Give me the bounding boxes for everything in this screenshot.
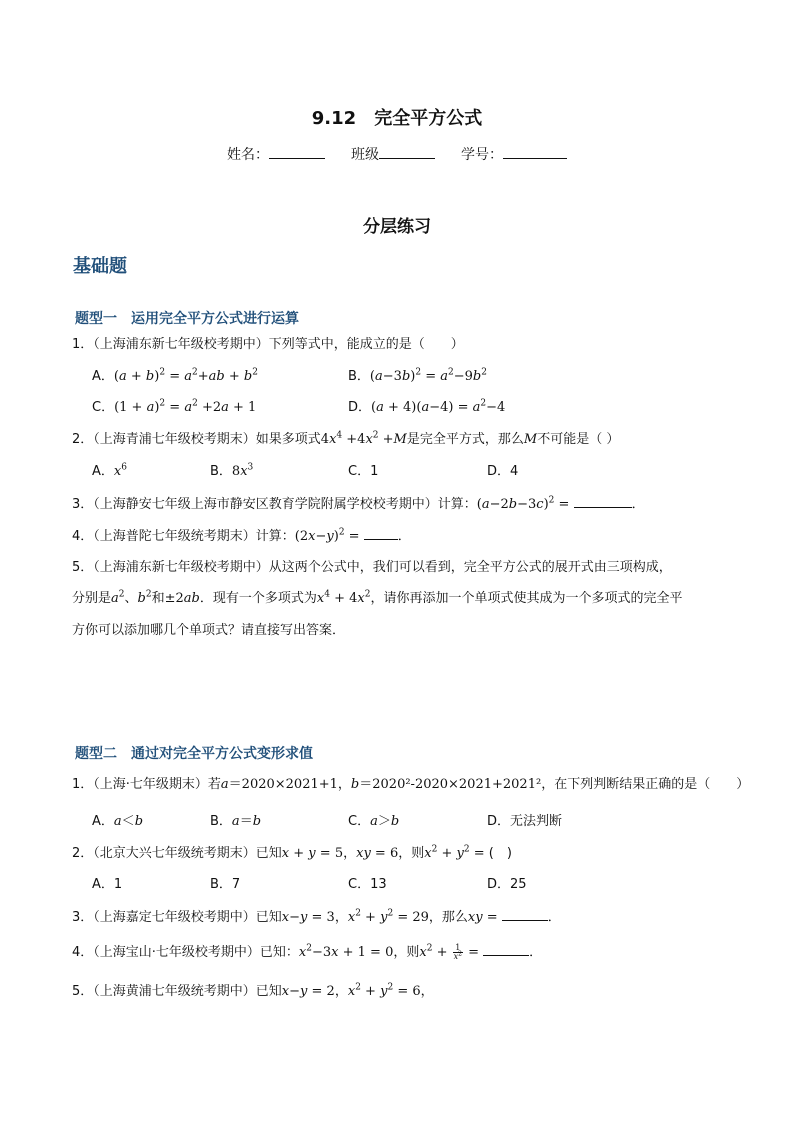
answer-blank bbox=[483, 943, 529, 956]
type1-question-2: 2．（上海青浦七年级校考期末）如果多项式$4x^4 +4x^2 +M$是完全平方式，那么M不可能是（ ） bbox=[72, 430, 620, 447]
student-info-line bbox=[0, 144, 794, 164]
id-label: 学号： bbox=[461, 147, 503, 163]
type2-q1-option-d: D．无法判断 bbox=[487, 814, 563, 829]
level-heading: 基础题 bbox=[73, 256, 127, 277]
type1-q2-option-a: A．$x^6$ bbox=[92, 462, 127, 479]
id-blank bbox=[503, 146, 567, 159]
answer-blank bbox=[364, 527, 398, 540]
answer-blank bbox=[502, 908, 548, 921]
type2-q2-option-c: C．13 bbox=[348, 877, 387, 892]
type1-q1-option-c: C．$(1 + a)^2 = a^2 +2a + 1$ bbox=[92, 398, 257, 415]
type2-q2-option-d: D．25 bbox=[487, 877, 527, 892]
section-heading-type1: 题型一 运用完全平方公式进行运算 bbox=[75, 311, 299, 327]
type2-question-2: 2．（北京大兴七年级统考期末）已知x + y = 5，xy = 6，则$x^2 + y^2$ = ( ) bbox=[72, 844, 512, 861]
type1-q1-option-b: B．$(a-3b)^2 = a^2-9b^2$ bbox=[348, 367, 487, 384]
class-label: 班级 bbox=[351, 147, 379, 163]
type1-question-1: 1．（上海浦东新七年级校考期中）下列等式中，能成立的是（ ） bbox=[72, 337, 464, 352]
type1-question-5-line2: 分别是$a^2$、$b^2$和±2ab．现有一个多项式为$x^4 + 4x^2$，请你再添加一个单项式使其成为一个多项式的完全平 bbox=[72, 589, 683, 606]
type2-q1-option-b: B．a＝b bbox=[210, 814, 262, 829]
type2-q2-option-b: B．7 bbox=[210, 877, 241, 892]
answer-blank bbox=[574, 495, 632, 508]
type1-question-3: 3．（上海静安七年级上海市静安区教育学院附属学校校考期中）计算：$(a-2b-3c)^2$ = ． bbox=[72, 495, 645, 512]
page-subtitle: 分层练习 bbox=[363, 217, 431, 237]
type2-question-4: 4．（上海宝山·七年级校考期中）已知：$x^2-3x + 1 = 0$，则$x^2$ + $\frac{1}{x^2}$ = ． bbox=[72, 943, 543, 961]
page-title: 9.12 完全平方公式 bbox=[311, 108, 483, 129]
type1-q2-option-b: B．$8x^3$ bbox=[210, 462, 254, 479]
type1-q2-option-d: D．4 bbox=[487, 464, 519, 479]
type2-q1-option-a: A．a＜b bbox=[92, 814, 144, 829]
type1-q2-option-c: C．1 bbox=[348, 464, 379, 479]
name-blank bbox=[269, 146, 325, 159]
type1-question-5-line1: 5．（上海浦东新七年级校考期中）从这两个公式中，我们可以看到，完全平方公式的展开式由三项构成， bbox=[72, 560, 672, 575]
type2-question-1: 1．（上海·七年级期末）若a＝2020×2021+1，b＝2020²-2020×2021+2021²，在下列判断结果正确的是（ ） bbox=[72, 777, 750, 792]
type1-q1-option-d: D．$(a + 4)(a-4) = a^2-4$ bbox=[348, 398, 506, 415]
name-label: 姓名： bbox=[227, 147, 269, 163]
type2-question-3: 3．（上海嘉定七年级校考期中）已知x−y = 3，$x^2 + y^2 = 29$，那么xy = ． bbox=[72, 908, 561, 925]
type1-question-4: 4．（上海普陀七年级统考期末）计算：$(2x-y)^2$ = ． bbox=[72, 527, 411, 544]
type1-q1-option-a: A．$(a + b)^2 = a^2+ab + b^2$ bbox=[92, 367, 258, 384]
type2-question-5: 5．（上海黄浦七年级统考期中）已知x−y = 2，$x^2 + y^2 = 6$， bbox=[72, 982, 434, 999]
class-blank bbox=[379, 146, 435, 159]
type2-q2-option-a: A．1 bbox=[92, 877, 123, 892]
type1-question-5-line3: 方你可以添加哪几个单项式？请直接写出答案． bbox=[72, 623, 346, 638]
type2-q1-option-c: C．a＞b bbox=[348, 814, 400, 829]
section-heading-type2: 题型二 通过对完全平方公式变形求值 bbox=[75, 746, 313, 762]
